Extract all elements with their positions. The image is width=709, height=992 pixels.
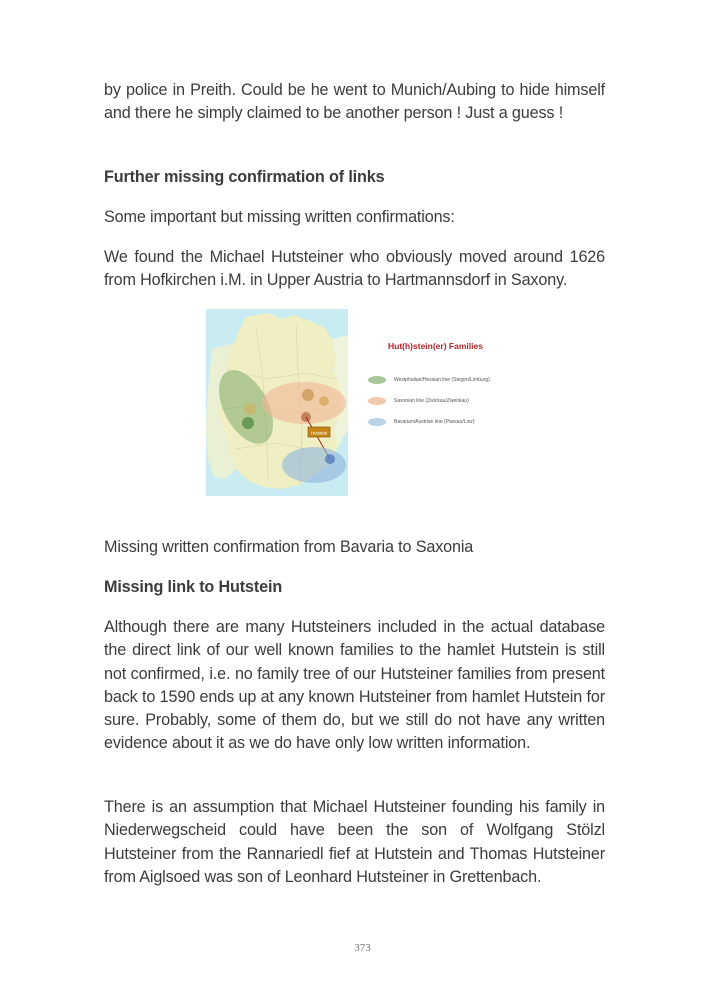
heading-missing-link-to-hutstein: Missing link to Hutstein — [104, 578, 283, 596]
germany-map-image — [206, 309, 348, 496]
legend-swatch-green-icon — [368, 376, 386, 384]
legend-item-saxonian — [368, 396, 469, 406]
paragraph-assumption: There is an assumption that Michael Hutsteiner founding his family in Niederwegscheid could have been the son of Wolfgang Stölzl Hutsteiner from the Rannariedl fief at Hutstein and Thomas Hutsteiner from Aiglsoed was son of Leonhard Hutsteiner in Grettenbach. — [104, 798, 605, 886]
legend-item-bavarian — [368, 417, 475, 427]
legend-label: Bavarian/Austrian line (Passau/Linz) — [394, 419, 475, 425]
page-number: 373 — [354, 942, 371, 954]
legend-label: Westphalian/Hessian line (Siegen/Limburg) — [394, 377, 490, 383]
figure-caption: Missing written confirmation from Bavaria to Saxonia — [104, 538, 474, 556]
paragraph-intro: by police in Preith. Could be he went to Munich/Aubing to hide himself and there he simply claimed to be another person ! Just a guess ! — [104, 81, 605, 123]
legend-label: Saxonian line (Zwickau/Zwenkau) — [394, 398, 469, 404]
paragraph-although: Although there are many Hutsteiners included in the actual database the direct link of our well known families to the hamlet Hutstein is still not confirmed, i.e. no family tree of our Hutsteiner families from present back to 1590 ends up at any known Hutsteiner from hamlet Hutstein for sure. Probably, some of them do, but we still do not have any written evidence about it as we do have only low written information. — [104, 618, 605, 753]
map-hutstein-label: Hutstein — [310, 430, 328, 436]
map-legend — [366, 309, 512, 449]
families-map-figure — [206, 309, 512, 497]
legend-item-westphalian — [368, 375, 490, 385]
legend-title: Hut(h)stein(er) Families — [388, 341, 483, 351]
legend-swatch-blue-icon — [368, 418, 386, 426]
heading-further-missing-confirmation: Further missing confirmation of links — [104, 168, 385, 186]
paragraph-important-missing: Some important but missing written confirmations: — [104, 208, 455, 226]
legend-swatch-orange-icon — [368, 397, 386, 405]
paragraph-found-michael: We found the Michael Hutsteiner who obviously moved around 1626 from Hofkirchen i.M. in Upper Austria to Hartmannsdorf in Saxony. — [104, 248, 605, 290]
